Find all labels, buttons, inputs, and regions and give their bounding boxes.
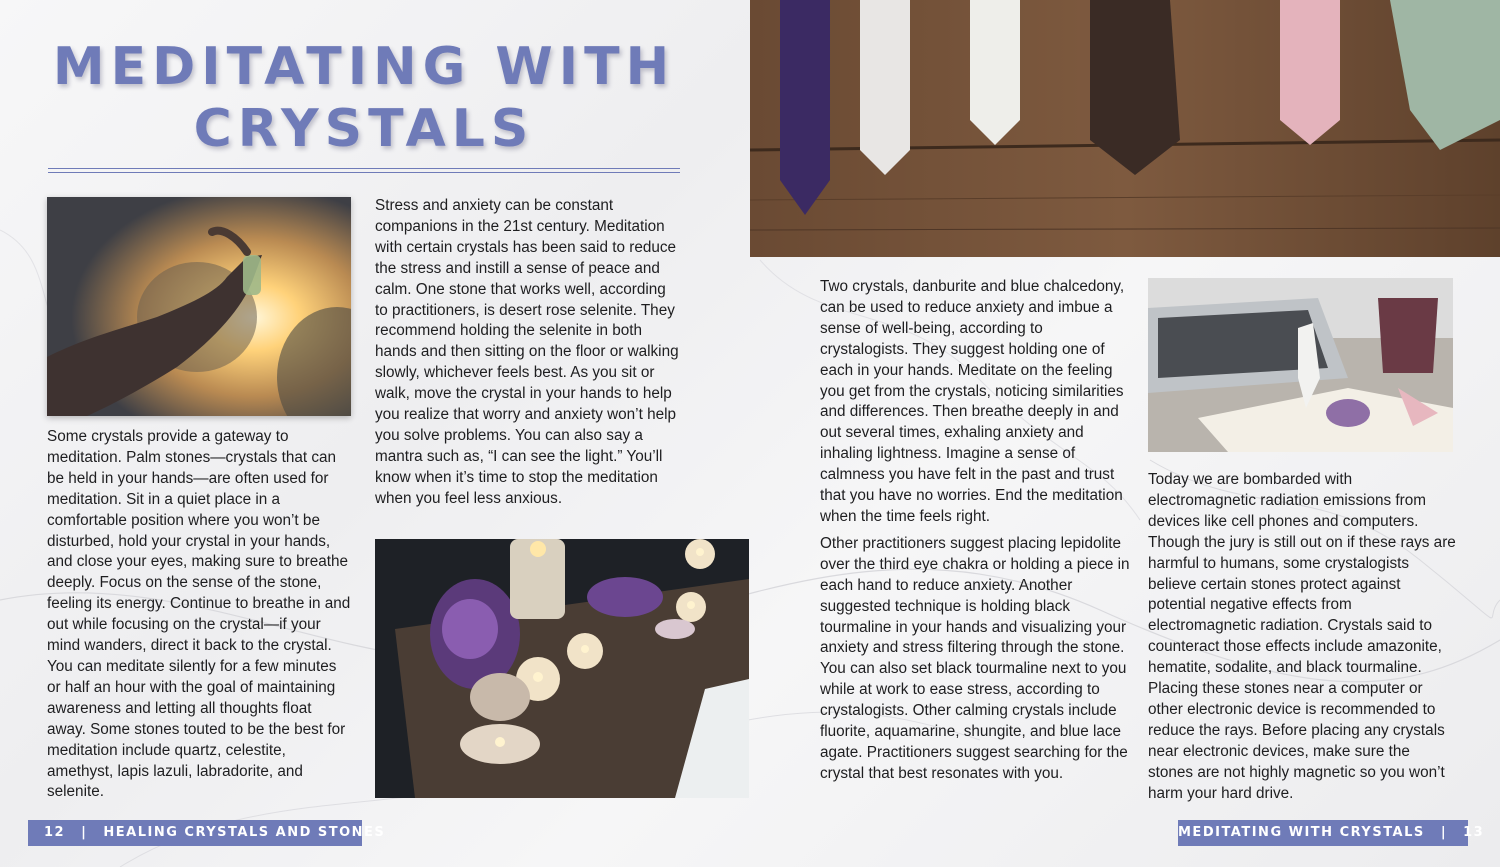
right-footer — [1178, 820, 1485, 846]
left-footer — [28, 820, 386, 846]
right-column-1-text — [820, 277, 1130, 791]
crystal-points-image — [750, 0, 1500, 257]
photo-laptop-crystals — [1148, 278, 1453, 452]
laptop-crystals-image — [1148, 278, 1453, 452]
candles-amethyst-image — [375, 539, 749, 798]
left-page-number: 12 — [44, 825, 66, 840]
right-page-number: 13 — [1463, 825, 1485, 840]
photo-hand-crystal-sunset — [47, 197, 351, 416]
title-rule-bottom — [48, 172, 680, 173]
photo-candles-amethyst — [375, 539, 749, 798]
left-column-2-text — [375, 196, 681, 516]
right-footer-label: MEDITATING WITH CRYSTALS — [1178, 825, 1425, 840]
hand-crystal-image — [47, 197, 351, 416]
right-column-2-text — [1148, 470, 1458, 811]
left-footer-separator: | — [81, 825, 88, 840]
left-column-1-text — [47, 427, 353, 809]
page-title — [48, 36, 680, 160]
left-footer-label: HEALING CRYSTALS AND STONES — [103, 825, 386, 840]
title-line-2: CRYSTALS — [193, 99, 535, 159]
title-rule-top — [48, 168, 680, 169]
paragraph: Two crystals, danburite and blue chalcedony, can be used to reduce anxiety and imbue a sense of well-being, according to crystalogists. They suggest holding one of each in your hands. Meditate on the feeling you get from the crystals, noticing similarities and differences. Then breathe deeply in and out several times, exhaling anxiety and inhaling lightness. Imagine a sense of calmness you have felt in the past and trust that you have no worries. End the meditation when the time feels right. — [820, 278, 1125, 525]
paragraph: Some crystals provide a gateway to meditation. Palm stones—crystals that can be held in your hands—are often used for meditation. Sit in a quiet place in a comfortable position where you won’t be disturbed, hold your crystal in your hands, and close your eyes, making sure to breathe deeply. Focus on the sense of the stone, feeling its energy. Continue to breathe in and out while focusing on the crystal—if your mind wanders, direct it back to the crystal. You can meditate silently for a few minutes or half an hour with the goal of maintaining awareness and letting all thoughts float away. Some stones touted to be the best for meditation include quartz, celestite, amethyst, lapis lazuli, labradorite, and selenite. — [47, 428, 351, 801]
title-line-1: MEDITATING WITH — [52, 37, 676, 97]
right-footer-separator: | — [1440, 825, 1448, 840]
paragraph: Other practitioners suggest placing lepidolite over the third eye chakra or holding a piece in each hand to reduce anxiety. Another suggested technique is holding black tourmaline in your hands and visualizing your anxiety and stress filtering through the stone. You can also set black tourmaline next to you while at work to ease stress, according to crystalogists. Other calming crystals include fluorite, aquamarine, shungite, and blue lace agate. Practitioners suggest searching for the crystal that best resonates with you. — [820, 534, 1130, 782]
paragraph: Today we are bombarded with electromagnetic radiation emissions from devices like cell phones and computers. Though the jury is still out on if these rays are harmful to humans, some crystalogists believe certain stones protect against potential negative effects from electromagnetic radiation. Crystals said to counteract those effects include amazonite, hematite, sodalite, and black tourmaline. Placing these stones near a computer or other electronic device is recommended to reduce the rays. Before placing any crystals near electronic devices, make sure the stones are not highly magnetic so you won’t harm your hard drive. — [1148, 471, 1456, 802]
paragraph: Stress and anxiety can be constant companions in the 21st century. Meditation with certain crystals has been said to reduce the stress and instill a sense of peace and calm. One stone that works well, according to practitioners, is desert rose selenite. They recommend holding the selenite in both hands and then sitting on the floor or walking slowly, whichever feels best. As you sit or walk, move the crystal in your hands to help you realize that worry and anxiety won’t help you solve problems. You can also say a mantra such as, “I can see the light.” You’ll know when it’s time to stop the meditation when you feel less anxious. — [375, 197, 679, 507]
photo-crystal-points-on-wood — [750, 0, 1500, 257]
